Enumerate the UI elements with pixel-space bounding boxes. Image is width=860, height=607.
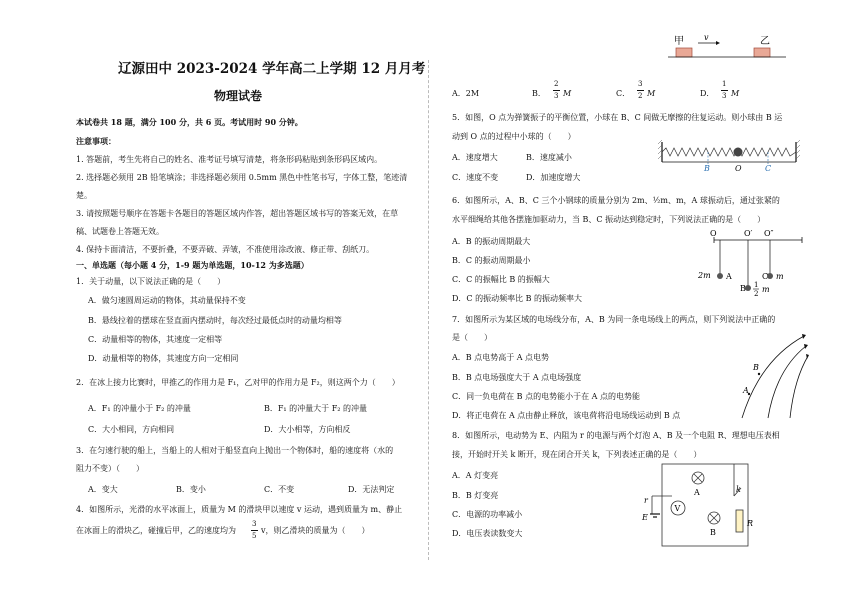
q4-frac-den: 5	[252, 532, 257, 540]
q4-option-b: B．	[532, 89, 546, 98]
q8-stem: 8．如图所示，电动势为 E、内阻为 r 的电源与两个灯泡 A、B 及一个电阻 R、理想电压表相	[452, 431, 780, 440]
q8-option-c: C．电源的功率减小	[452, 510, 523, 519]
q6-stem: 6．如图所示，A、B、C 三个小钢球的质量分别为 2m、½m、m，A 球振动后，通过张紧的	[452, 196, 780, 205]
q6-pendulum-figure	[698, 229, 806, 304]
fig-label-o: O	[710, 229, 717, 238]
q2-option-c: C．大小相同，方向相同	[88, 425, 175, 434]
fig-label-c: C	[762, 272, 769, 281]
fig-label-a: A	[726, 272, 732, 281]
q4-b-num: 2	[554, 80, 559, 88]
q5-stem: 5．如图，O 点为弹簧振子的平衡位置，小球在 B、C 间做无摩擦的往复运动。则小球由 B 运	[452, 113, 783, 122]
q4-stem-cont-b: v，则乙滑块的质量为（ ）	[261, 526, 370, 535]
q3-option-b: B．变小	[176, 485, 206, 494]
note-line: 4. 保持卡面清洁，不要折叠，不要弄破、弄皱，不准使用涂改液、修正带、刮纸刀。	[76, 245, 375, 254]
fig-label-b: B	[704, 164, 710, 173]
fig-label-lamp-a: A	[694, 488, 700, 497]
q1-option-b: B．悬线拉着的摆球在竖直面内摆动时，每次经过最低点时的动量均相等	[88, 316, 342, 325]
q7-option-a: A．B 点电势高于 A 点电势	[452, 353, 550, 362]
left-column	[72, 0, 426, 607]
q6-option-c: C．C 的振幅比 B 的振幅大	[452, 275, 550, 284]
fig-label-half-num: 1	[754, 281, 759, 289]
note-line: 1. 答题前，考生先将自己的姓名、准考证号填写清楚，将条形码粘贴到条形码区域内。	[76, 155, 383, 164]
q8-option-d: D．电压表读数变大	[452, 529, 523, 538]
q4-d-unit: M	[731, 89, 740, 98]
q1-stem: 1．关于动量，以下说法正确的是（ ）	[76, 277, 226, 286]
fig-label-lamp-b: B	[710, 528, 716, 537]
q4-d-num: 1	[722, 80, 727, 88]
q4-d-den: 3	[722, 92, 727, 100]
q6-option-a: A．B 的振动周期最大	[452, 237, 531, 246]
q7-option-d: D．将正电荷在 A 点由静止释放，该电荷将沿电场线运动到 B 点	[452, 411, 681, 420]
q4-c-den: 2	[638, 92, 643, 100]
section-heading: 一、单选题（每小题 4 分，1-9 题为单选题，10-12 为多选题）	[76, 260, 309, 270]
q3-stem: 3．在匀速行驶的船上，当船上的人相对于船竖直向上抛出一个物体时，船的速度将（水的	[76, 446, 394, 455]
q5-spring-figure	[658, 138, 808, 174]
q4-stem-cont-a: 在冰面上的滑块乙，碰撞后甲，乙的速度均为	[76, 526, 236, 535]
note-line: 2. 选择题必须用 2B 铅笔填涂；非选择题必须用 0.5mm 黑色中性笔书写，字体工整，笔迹清	[76, 173, 408, 182]
q8-circuit-figure	[642, 460, 768, 552]
q6-option-b: B．C 的振动周期最小	[452, 256, 531, 265]
fig-label-r: r	[644, 496, 648, 505]
q2-option-d: D．大小相等，方向相反	[264, 425, 351, 434]
q6-option-d: D．C 的振动频率比 B 的振动频率大	[452, 294, 583, 303]
fig-label-m-b: m	[762, 285, 770, 294]
q3-stem-cont: 阻力不变）（ ）	[76, 464, 144, 473]
q7-field-figure	[738, 330, 808, 420]
right-column	[448, 0, 808, 607]
fig-label-half-den: 2	[754, 290, 759, 298]
q6-stem-cont: 水平细绳给其他各摆施加驱动力，当 B、C 振动达到稳定时，下列说法正确的是（ ）	[452, 215, 766, 224]
column-divider	[428, 60, 429, 560]
note-line: 稿、试题卷上答题无效。	[76, 227, 164, 236]
q4-b-unit: M	[563, 89, 572, 98]
exam-title: 辽源田中 2023-2024 学年高二上学期 12 月月考	[118, 61, 426, 77]
fig-label-o-prime: O′	[744, 229, 753, 238]
q4-b-den: 3	[554, 92, 559, 100]
q4-option-c: C．	[616, 89, 631, 98]
q8-stem-cont: 接，开始时开关 k 断开，现在闭合开关 k，下列表述正确的是（ ）	[452, 450, 702, 459]
q4-c-unit: M	[647, 89, 656, 98]
note-line: 楚。	[76, 191, 92, 200]
q2-stem: 2．在冰上接力比赛时，甲推乙的作用力是 F₁，乙对甲的作用力是 F₂，则这两个力（ ）	[76, 378, 400, 387]
q3-option-a: A．变大	[88, 485, 118, 494]
q4-c-num: 3	[638, 80, 643, 88]
q1-option-a: A．做匀速圆周运动的物体，其动量保持不变	[88, 296, 246, 305]
fig-label-resistor: R	[747, 519, 754, 528]
fig-label-k: k	[736, 485, 741, 494]
fig-label-yi: 乙	[760, 36, 770, 47]
q5-option-d: D．加速度增大	[526, 173, 581, 182]
q4-stem: 4．如图所示，光滑的水平冰面上，质量为 M 的滑块甲以速度 v 运动，遇到质量为 m、静止	[76, 505, 403, 514]
fig-label-jia: 甲	[674, 36, 684, 47]
q7-option-b: B．B 点电场强度大于 A 点电场强度	[452, 373, 582, 382]
exam-info: 本试卷共 18 题，满分 100 分，共 6 页。考试用时 90 分钟。	[76, 117, 303, 127]
q2-option-b: B．F₁ 的冲量大于 F₂ 的冲量	[264, 404, 368, 413]
q7-stem-cont: 是（ ）	[452, 333, 492, 342]
fig-label-2m: 2m	[698, 271, 711, 280]
q5-option-c: C．速度不变	[452, 173, 499, 182]
q3-option-d: D．无法判定	[348, 485, 395, 494]
q4-option-a: A．2M	[452, 89, 480, 98]
q7-option-c: C．同一负电荷在 B 点的电势能小于在 A 点的电势能	[452, 392, 640, 401]
q2-option-a: A．F₁ 的冲量小于 F₂ 的冲量	[88, 404, 191, 413]
fig-label-e: E	[642, 513, 648, 522]
fig-label-a: A	[743, 386, 749, 395]
q1-option-d: D．动量相等的物体，其速度方向一定相同	[88, 354, 239, 363]
fig-label-o-dprime: O″	[764, 229, 774, 238]
q4-option-d: D．	[700, 89, 715, 98]
q4-figure	[668, 30, 788, 64]
q5-option-a: A．速度增大	[452, 153, 498, 162]
fig-label-c: C	[765, 164, 772, 173]
q1-option-c: C．动量相等的物体，其速度一定相等	[88, 335, 223, 344]
q8-option-a: A．A 灯变亮	[452, 471, 499, 480]
q5-option-b: B．速度减小	[526, 153, 572, 162]
q4-frac-num: 3	[252, 520, 257, 528]
fig-label-v: v	[704, 33, 709, 42]
exam-subtitle: 物理试卷	[214, 89, 263, 103]
note-line: 3. 请按照题号顺序在答题卡各题目的答题区域内作答，超出答题区域书写的答案无效，在草	[76, 209, 399, 218]
fig-label-v: V	[674, 504, 681, 513]
fig-label-m: m	[776, 272, 784, 281]
fig-label-b: B	[753, 363, 759, 372]
notes-heading: 注意事项：	[76, 136, 116, 146]
q5-stem-cont: 动到 O 点的过程中小球的（ ）	[452, 132, 576, 141]
q8-option-b: B．B 灯变亮	[452, 491, 499, 500]
fig-label-b: B	[740, 284, 746, 293]
fig-label-o: O	[735, 164, 742, 173]
q3-option-c: C．不变	[264, 485, 295, 494]
q7-stem: 7．如图所示为某区域的电场线分布，A、B 为同一条电场线上的两点，则下列说法中正确的	[452, 315, 776, 324]
